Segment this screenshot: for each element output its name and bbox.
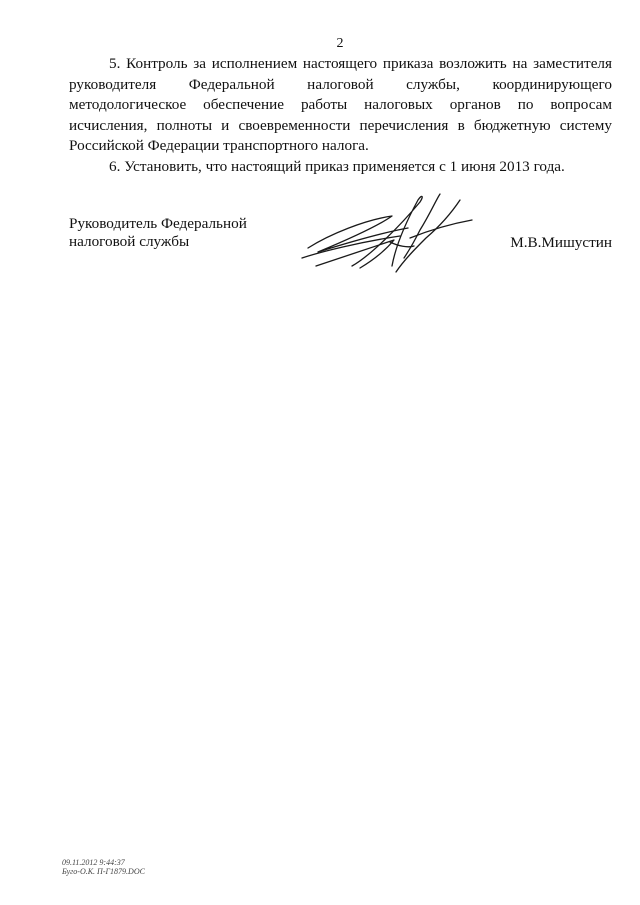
footer-timestamp: 09.11.2012 9:44:37 <box>62 858 125 867</box>
document-body <box>69 54 612 178</box>
signatory-title-line-2: налоговой службы <box>69 233 190 250</box>
handwritten-signature <box>290 186 480 276</box>
signatory-name: М.В.Мишустин <box>510 234 612 251</box>
paragraph-5: 5. Контроль за исполнением настоящего приказа возложить на заместителя руководителя Федеральной налоговой службы, координирующего методологическое обеспечение работы налоговых органов по вопросам исчисления, полноты и своевременности перечисления в бюджетную систему Российской Федерации транспортного налога. <box>69 55 612 155</box>
signatory-title-line-1: Руководитель Федеральной <box>69 215 247 232</box>
paragraph-6: 6. Установить, что настоящий приказ применяется с 1 июня 2013 года. <box>109 157 565 175</box>
signatory-title <box>69 215 247 251</box>
page-number: 2 <box>336 36 344 51</box>
document-footer <box>62 858 145 876</box>
footer-file-reference: Буго-О.К. П-Г1879.DOC <box>62 867 145 876</box>
